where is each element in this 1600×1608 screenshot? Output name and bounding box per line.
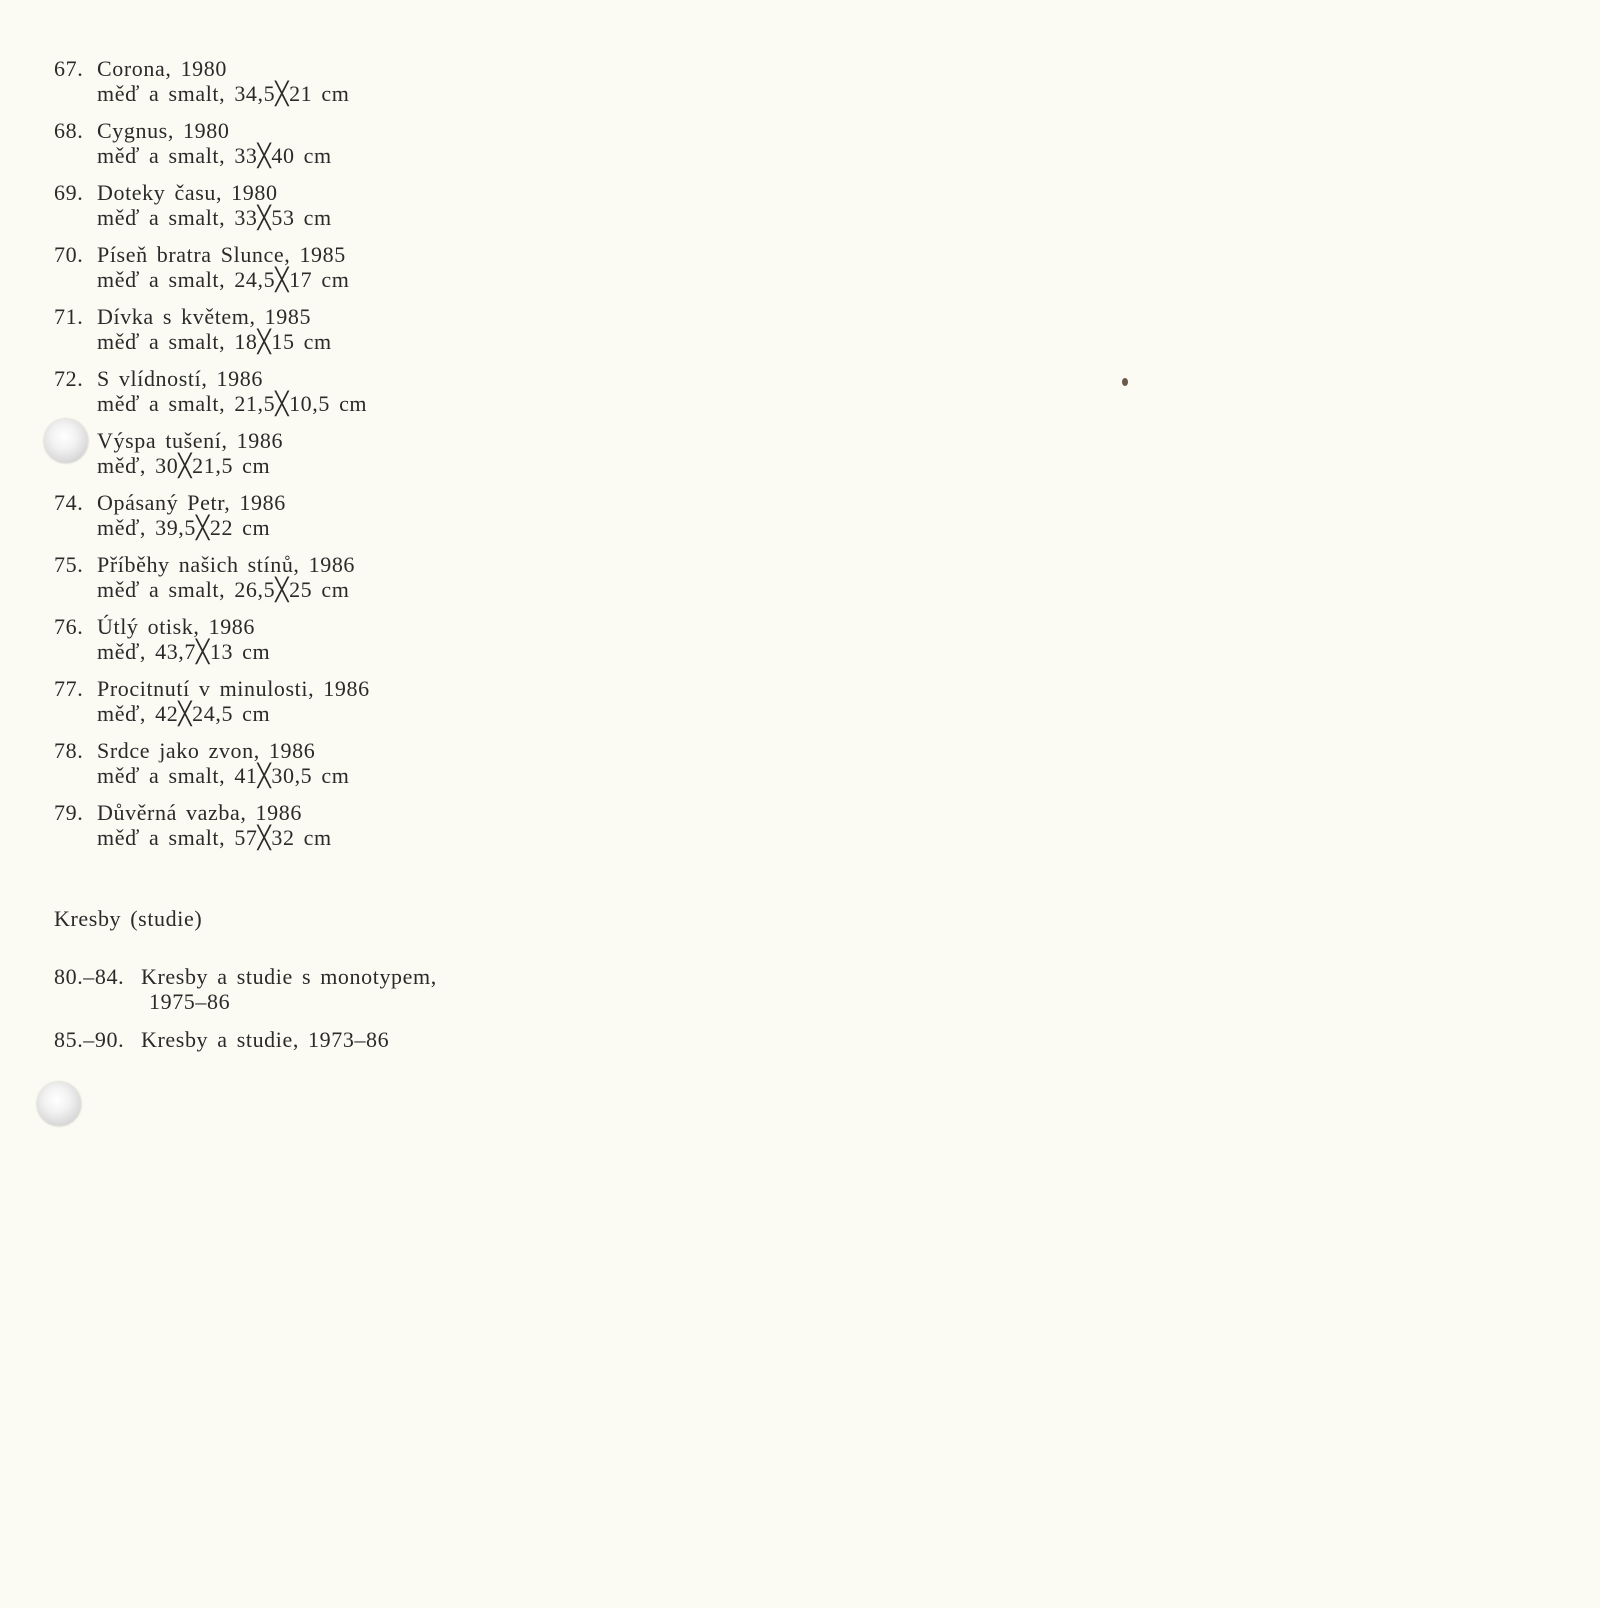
entry-detail: měď a smalt, 33╳40 cm — [97, 143, 332, 168]
drawing-title: Kresby a studie s monotypem, — [141, 964, 437, 989]
drawing-range: 85.–90. — [54, 1027, 125, 1052]
entry-number: 71. — [54, 304, 84, 329]
drawing-title-continuation: 1975–86 — [149, 989, 231, 1014]
entry-number: 68. — [54, 118, 84, 143]
entry-title: Doteky času, 1980 — [97, 180, 278, 205]
entry-number: 72. — [54, 366, 84, 391]
entry-number: 79. — [54, 800, 84, 825]
entry-title: Opásaný Petr, 1986 — [97, 490, 286, 515]
entry-number: 78. — [54, 738, 84, 763]
punch-hole — [37, 1082, 81, 1126]
entry-number: 69. — [54, 180, 84, 205]
entry-title: Důvěrná vazba, 1986 — [97, 800, 302, 825]
entry-title: Dívka s květem, 1985 — [97, 304, 312, 329]
entry-detail: měď a smalt, 24,5╳17 cm — [97, 267, 350, 292]
entry-detail: měď, 39,5╳22 cm — [97, 515, 271, 540]
entry-detail: měď a smalt, 57╳32 cm — [97, 825, 332, 850]
entry-detail: měď, 43,7╳13 cm — [97, 639, 271, 664]
entry-number: 74. — [54, 490, 84, 515]
entry-detail: měď a smalt, 34,5╳21 cm — [97, 81, 350, 106]
entry-title: Srdce jako zvon, 1986 — [97, 738, 316, 763]
entry-number: 70. — [54, 242, 84, 267]
entry-detail: měď a smalt, 21,5╳10,5 cm — [97, 391, 368, 416]
section-heading: Kresby (studie) — [54, 906, 203, 931]
entry-title: Výspa tušení, 1986 — [97, 428, 284, 453]
entry-title: Příběhy našich stínů, 1986 — [97, 552, 356, 577]
entry-title: Procitnutí v minulosti, 1986 — [97, 676, 370, 701]
entry-title: Corona, 1980 — [97, 56, 227, 81]
drawing-title: Kresby a studie, 1973–86 — [141, 1027, 390, 1052]
entry-title: S vlídností, 1986 — [97, 366, 263, 391]
entry-number: 76. — [54, 614, 84, 639]
entry-title: Útlý otisk, 1986 — [97, 614, 255, 639]
entry-detail: měď a smalt, 33╳53 cm — [97, 205, 332, 230]
entry-number: 75. — [54, 552, 84, 577]
entry-title: Píseň bratra Slunce, 1985 — [97, 242, 346, 267]
entry-number: 67. — [54, 56, 84, 81]
entry-detail: měď, 30╳21,5 cm — [97, 453, 271, 478]
entry-detail: měď, 42╳24,5 cm — [97, 701, 271, 726]
drawing-range: 80.–84. — [54, 964, 125, 989]
entry-detail: měď a smalt, 18╳15 cm — [97, 329, 332, 354]
punch-hole — [44, 419, 88, 463]
entry-detail: měď a smalt, 26,5╳25 cm — [97, 577, 350, 602]
entry-detail: měď a smalt, 41╳30,5 cm — [97, 763, 350, 788]
entry-title: Cygnus, 1980 — [97, 118, 230, 143]
entry-number: 77. — [54, 676, 84, 701]
paper-speck — [1122, 378, 1128, 386]
